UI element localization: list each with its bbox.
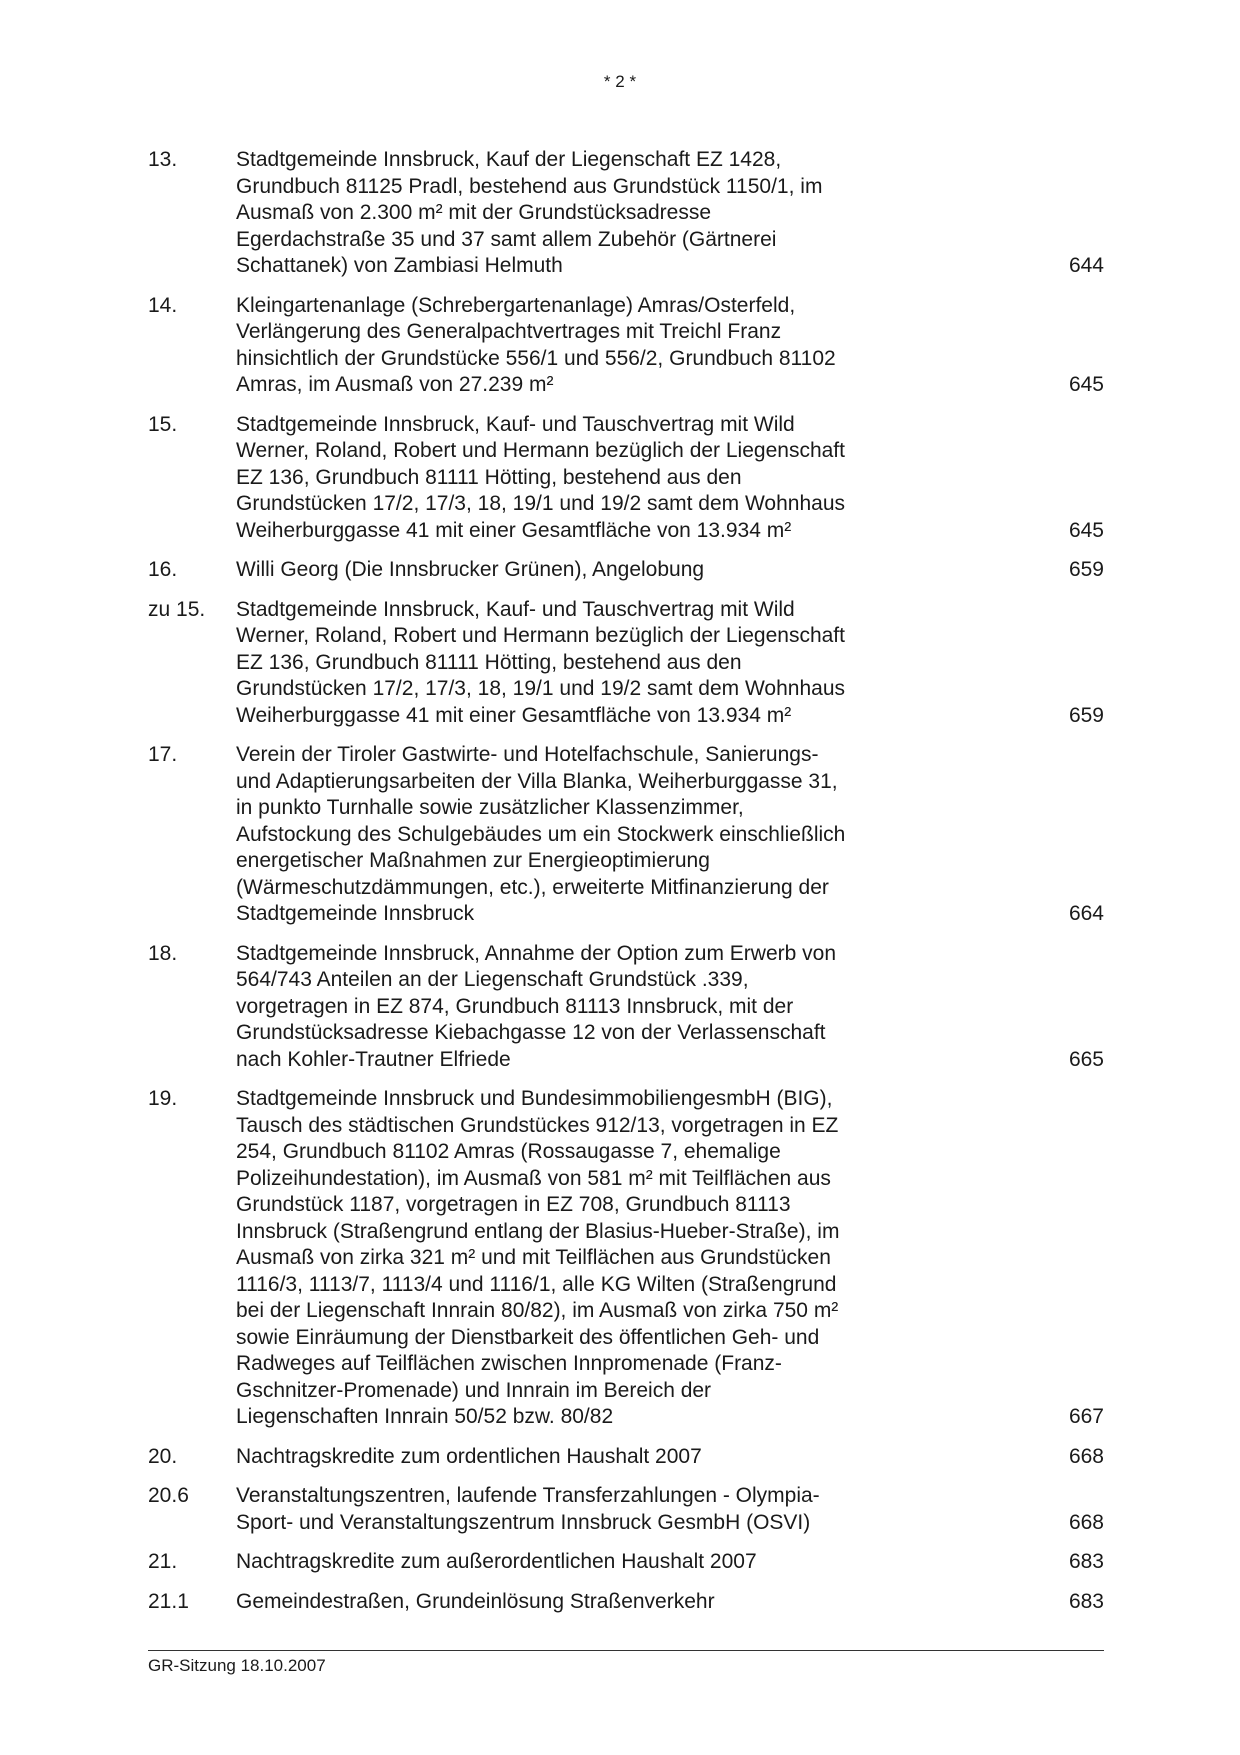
entry-number: 20. [148,1444,178,1468]
entry-title: Verein der Tiroler Gastwirte- und Hotelfachschule, Sanierungs- und Adaptierungsarbeiten der Villa Blanka, Weiherburggasse 31, in punkto Turnhalle sowie zusätzlicher Klassenzimmer, Aufstockung des Schulgebäudes um ein Stockwerk einschließlich energetischer Maßnahmen zur Energieoptimierung (Wärmeschutzdämmungen, etc.), erweiterte Mitfinanzierung der Stadtgemeinde Innsbruck [236,743,846,925]
entry-page: 668 [1068,1510,1104,1534]
toc-entry [148,293,1104,399]
entry-title: Kleingartenanlage (Schrebergartenanlage) Amras/Osterfeld, Verlängerung des Generalpachtvertrages mit Treichl Franz hinsichtlich der Grundstücke 556/1 und 556/2, Grundbuch 81102 Amras, im Ausmaß von 27.239 m² [236,293,836,396]
entry-number: 19. [148,1087,178,1110]
toc-entry [148,742,1104,928]
entry-number: 21. [148,1550,178,1573]
toc-entry [148,147,1104,280]
entry-page: 664 [1068,902,1104,925]
entry-number: 17. [148,743,178,766]
entry-number: 13. [148,148,178,171]
entry-number: 18. [148,941,178,965]
entry-page: 659 [1068,558,1104,581]
entry-title: Stadtgemeinde Innsbruck, Kauf der Liegenschaft EZ 1428, Grundbuch 81125 Pradl, bestehend aus Grundstück 1150/1, im Ausmaß von 2.300 m² mit der Grundstücksadresse Egerdachstraße 35 und 37 samt allem Zubehör (Gärtnerei Schattanek) von Zambiasi Helmuth [236,148,823,277]
entry-title: Stadtgemeinde Innsbruck, Kauf- und Tauschvertrag mit Wild Werner, Roland, Robert und Hermann bezüglich der Liegenschaft EZ 136, Grundbuch 81111 Hötting, bestehend aus den Grundstücken 17/2, 17/3, 18, 19/1 und 19/2 samt dem Wohnhaus Weiherburggasse 41 mit einer Gesamtfläche von 13.934 m² [236,412,846,542]
page-number: * 2 * [603,72,637,91]
entry-number: 14. [148,293,178,317]
entry-number: 16. [148,558,178,581]
toc-entry [148,1444,1104,1471]
entry-page: 667 [1068,1405,1104,1428]
entry-page: 659 [1068,703,1104,727]
toc-entry [148,412,1104,545]
entry-page: 665 [1068,1047,1104,1071]
entry-page: 645 [1068,518,1104,542]
entry-title: Stadtgemeinde Innsbruck und BundesimmobiliengesmbH (BIG), Tausch des städtischen Grundstückes 912/13, vorgetragen in EZ 254, Grundbuch 81102 Amras (Rossaugasse 7, ehemalige Polizeihundestation), im Ausmaß von 581 m² mit Teilflächen aus Grundstück 1187, vorgetragen in EZ 708, Grundbuch 81113 Innsbruck (Straßengrund entlang der Blasius-Hueber-Straße), im Ausmaß von zirka 321 m² und mit Teilflächen aus Grundstücken 1116/3, 1113/7, 1113/4 und 1116/1, alle KG Wilten (Straßengrund bei der Liegenschaft Innrain 80/82), im Ausmaß von zirka 750 m² sowie Einräumung der Dienstbarkeit des öffentlichen Geh- und Radweges auf Teilflächen zwischen Innpromenade (Franz- Gschnitzer-Promenade) und Innrain im Bereich der Liegenschaften Innrain 50/52 bzw. 80/82 [236,1087,840,1428]
entry-title: Stadtgemeinde Innsbruck, Kauf- und Tauschvertrag mit Wild Werner, Roland, Robert und Hermann bezüglich der Liegenschaft EZ 136, Grundbuch 81111 Hötting, bestehend aus den Grundstücken 17/2, 17/3, 18, 19/1 und 19/2 samt dem Wohnhaus Weiherburggasse 41 mit einer Gesamtfläche von 13.934 m² [236,597,846,727]
entry-number: 20.6 [148,1484,189,1507]
entry-title: Nachtragskredite zum außerordentlichen Haushalt 2007 [236,1550,757,1573]
toc-entry [148,1483,1104,1536]
entry-page: 644 [1068,254,1104,277]
toc-entry [148,597,1104,730]
entry-number: 15. [148,412,178,436]
toc-entry [148,1589,1104,1616]
footer-divider [148,1650,1104,1651]
entry-title: Nachtragskredite zum ordentlichen Haushalt 2007 [236,1444,702,1468]
entry-page: 683 [1068,1589,1104,1613]
toc-entry [148,941,1104,1074]
toc-entry [148,1086,1104,1431]
entry-number: 21.1 [148,1589,189,1613]
entry-title: Gemeindestraßen, Grundeinlösung Straßenverkehr [236,1589,715,1613]
toc-entry [148,1549,1104,1576]
entry-page: 683 [1068,1550,1104,1573]
entry-title: Stadtgemeinde Innsbruck, Annahme der Option zum Erwerb von 564/743 Anteilen an der Liegenschaft Grundstück .339, vorgetragen in EZ 874, Grundbuch 81113 Innsbruck, mit der Grundstücksadresse Kiebachgasse 12 von der Verlassenschaft nach Kohler-Trautner Elfriede [236,941,836,1071]
entry-page: 645 [1068,373,1104,396]
entry-title: Veranstaltungszentren, laufende Transferzahlungen - Olympia- Sport- und Veranstaltungszentrum Innsbruck GesmbH (OSVI) [236,1484,820,1534]
footer-text: GR-Sitzung 18.10.2007 [148,1656,326,1675]
table-of-contents [148,147,1104,1641]
entry-number: zu 15. [148,597,206,621]
entry-title: Willi Georg (Die Innsbrucker Grünen), Angelobung [236,558,705,581]
entry-page: 668 [1068,1444,1104,1468]
toc-entry [148,557,1104,584]
